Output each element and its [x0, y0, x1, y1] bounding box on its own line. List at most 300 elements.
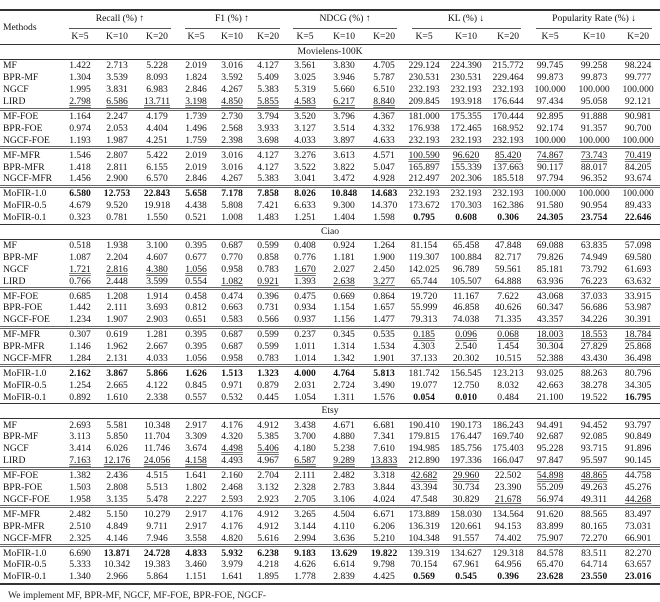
- table-cell: [62, 251, 98, 263]
- metric-value: 6.587: [294, 455, 316, 467]
- table-cell: [528, 275, 572, 288]
- metric-value: 96.352: [580, 173, 608, 185]
- metric-value: 33.915: [624, 290, 652, 302]
- table-cell: [404, 353, 444, 366]
- metric-value: 4.912: [257, 508, 279, 520]
- metric-value: 3.613: [333, 149, 355, 161]
- table-cell: [364, 148, 404, 161]
- table-cell: [444, 148, 488, 161]
- metric-value: 1.314: [333, 341, 355, 353]
- table-cell: [404, 60, 444, 72]
- table-cell: [178, 391, 214, 403]
- method-name: MoFIR-1.0: [0, 186, 62, 199]
- metric-value: 30.734: [452, 482, 480, 494]
- table-cell: [572, 379, 616, 391]
- metric-value: 97.434: [536, 96, 564, 108]
- table-cell: [62, 275, 98, 288]
- table-cell: [178, 263, 214, 275]
- metric-value: 1.418: [69, 161, 91, 173]
- metric-value: 232.193: [408, 134, 440, 146]
- metric-value: 99.745: [536, 60, 564, 72]
- table-cell: [488, 148, 528, 161]
- table-cell: [404, 494, 444, 507]
- metric-value: 4.425: [373, 571, 395, 583]
- table-cell: [616, 419, 660, 431]
- table-cell: [444, 455, 488, 468]
- table-cell: [250, 341, 286, 353]
- table-cell: [98, 314, 136, 327]
- metric-value: 4.176: [221, 419, 243, 431]
- table-cell: [364, 379, 404, 391]
- k-header-row: [0, 29, 660, 45]
- table-cell: [62, 109, 98, 122]
- metric-value: 100.000: [622, 134, 654, 146]
- table-cell: [136, 327, 178, 340]
- metric-value: 2.846: [185, 173, 207, 185]
- table-cell: [528, 72, 572, 84]
- metric-value: 5.616: [257, 532, 279, 544]
- table-cell: [178, 532, 214, 545]
- table-cell: [528, 559, 572, 571]
- metric-value: 2.917: [185, 520, 207, 532]
- metric-value: 7.946: [146, 532, 168, 544]
- table-cell: [98, 353, 136, 366]
- table-cell: [178, 302, 214, 314]
- metric-value: 1.056: [185, 353, 207, 365]
- metric-value: 229.124: [408, 60, 440, 72]
- table-cell: [178, 341, 214, 353]
- metric-value: 2.053: [106, 122, 128, 134]
- table-cell: [528, 186, 572, 199]
- metric-value: 37.133: [410, 353, 438, 365]
- metric-value: 2.338: [146, 391, 168, 403]
- table-cell: [616, 571, 660, 584]
- table-cell: [404, 173, 444, 186]
- table-cell: [214, 571, 250, 584]
- metric-value: 185.756: [450, 443, 482, 455]
- table-cell: [488, 84, 528, 96]
- table-cell: [136, 239, 178, 251]
- metric-value: 5.385: [257, 431, 279, 443]
- table-cell: [488, 60, 528, 72]
- metric-value: 1.251: [294, 212, 316, 224]
- table-cell: [324, 122, 364, 134]
- metric-value: 119.307: [408, 251, 440, 263]
- metric-value: 2.247: [106, 111, 128, 122]
- table-row: [0, 96, 660, 109]
- table-cell: [136, 494, 178, 507]
- metric-value: 0.921: [257, 275, 279, 287]
- metric-value: 10.348: [143, 419, 171, 431]
- metric-value: 0.619: [106, 329, 128, 341]
- metric-value: 9.289: [333, 455, 355, 467]
- table-cell: [444, 507, 488, 520]
- table-cell: [444, 109, 488, 122]
- table-cell: [136, 532, 178, 545]
- metric-value: 1.987: [106, 134, 128, 146]
- table-row: [0, 60, 660, 72]
- table-cell: [572, 366, 616, 379]
- table-cell: [404, 122, 444, 134]
- table-cell: [324, 546, 364, 559]
- metric-value: 165.897: [408, 161, 440, 173]
- table-cell: [286, 314, 324, 327]
- table-row: [0, 443, 660, 455]
- table-cell: [404, 546, 444, 559]
- metric-value: 4.493: [221, 455, 243, 467]
- metric-value: 0.445: [257, 391, 279, 403]
- metric-value: 4.833: [185, 547, 207, 559]
- metric-value: 0.010: [455, 391, 477, 403]
- table-cell: [444, 391, 488, 403]
- table-cell: [136, 212, 178, 224]
- metric-value: 3.460: [185, 559, 207, 571]
- metric-value: 0.892: [69, 391, 91, 403]
- metric-value: 91.357: [580, 122, 608, 134]
- table-cell: [528, 200, 572, 212]
- metric-value: 2.811: [106, 161, 128, 173]
- metric-value: 4.024: [373, 493, 395, 505]
- metric-value: 4.146: [106, 532, 128, 544]
- metric-value: 3.016: [221, 149, 243, 161]
- metric-value: 6.580: [69, 188, 91, 200]
- metric-value: 10.279: [143, 508, 171, 520]
- metric-value: 3.041: [294, 173, 316, 185]
- metric-value: 1.901: [373, 353, 395, 365]
- metric-value: 9.300: [333, 200, 355, 212]
- table-cell: [98, 571, 136, 584]
- metric-value: 12.753: [103, 188, 131, 200]
- metric-value: 4.380: [146, 263, 168, 275]
- table-cell: [250, 60, 286, 72]
- metric-value: 139.319: [408, 547, 440, 559]
- metric-value: 80.165: [580, 520, 608, 532]
- metric-value: 2.031: [294, 379, 316, 391]
- metric-value: 82.270: [624, 547, 652, 559]
- table-cell: [98, 109, 136, 122]
- table-row: [0, 186, 660, 199]
- metric-value: 18.003: [536, 329, 564, 341]
- table-cell: [286, 546, 324, 559]
- metric-value: 4.764: [333, 367, 355, 379]
- metric-value: 4.267: [221, 84, 243, 96]
- table-cell: [324, 559, 364, 571]
- metric-value: 3.933: [257, 122, 279, 134]
- table-cell: [404, 419, 444, 431]
- table-cell: [136, 391, 178, 403]
- metric-value: 60.347: [536, 302, 564, 314]
- table-cell: [286, 571, 324, 584]
- method-name: NGCF: [3, 84, 29, 96]
- metric-value: 1.164: [69, 111, 91, 122]
- metric-value: 10.848: [330, 188, 358, 200]
- table-cell: [178, 468, 214, 481]
- metric-value: 72.270: [580, 532, 608, 544]
- table-cell: [444, 559, 488, 571]
- table-cell: [444, 494, 488, 507]
- method-name: BPR-FOE: [3, 122, 43, 134]
- table-cell: [364, 419, 404, 431]
- metric-value: 3.113: [69, 431, 91, 443]
- metric-value: 4.033: [294, 134, 316, 146]
- metric-value: 91.557: [452, 532, 480, 544]
- table-cell: [528, 520, 572, 532]
- table-cell: [136, 109, 178, 122]
- metric-value: 0.185: [413, 329, 435, 341]
- metric-value: 5.813: [373, 367, 395, 379]
- metric-value: 4.404: [146, 122, 168, 134]
- table-cell: [286, 494, 324, 507]
- metric-value: 0.583: [221, 314, 243, 326]
- metric-value: 194.985: [408, 443, 440, 455]
- metric-value: 5.866: [146, 367, 168, 379]
- metric-value: 63.835: [580, 240, 608, 252]
- metric-value: 0.566: [257, 314, 279, 326]
- table-row: [0, 327, 660, 340]
- metric-value: 6.238: [257, 547, 279, 559]
- metric-value: 9.711: [146, 520, 168, 532]
- metric-value: 19.822: [370, 547, 398, 559]
- metric-value: 1.422: [69, 60, 91, 72]
- metric-value: 76.223: [580, 275, 608, 287]
- metric-value: 2.816: [106, 263, 128, 275]
- metric-value: 170.303: [450, 200, 482, 212]
- metric-value: 169.740: [492, 431, 524, 443]
- metric-value: 65.744: [410, 275, 438, 287]
- table-cell: [286, 122, 324, 134]
- metric-value: 49.263: [580, 482, 608, 494]
- table-cell: [616, 186, 660, 199]
- table-cell: [214, 419, 250, 431]
- metric-value: 2.468: [221, 482, 243, 494]
- table-cell: [178, 482, 214, 494]
- metric-value: 6.633: [294, 200, 316, 212]
- k-header: K=20: [257, 31, 279, 42]
- metric-value: 11.746: [143, 443, 171, 455]
- metric-value: 1.154: [333, 302, 355, 314]
- table-row: [0, 419, 660, 431]
- metric-value: 43.357: [536, 314, 564, 326]
- table-cell: [250, 431, 286, 443]
- metric-value: 70.154: [410, 559, 438, 571]
- metric-value: 0.812: [185, 302, 207, 314]
- table-row: [0, 84, 660, 96]
- table-cell: [528, 507, 572, 520]
- table-cell: [214, 431, 250, 443]
- table-cell: [214, 482, 250, 494]
- metric-value: 3.514: [333, 122, 355, 134]
- table-cell: [136, 200, 178, 212]
- metric-value: 1.598: [373, 212, 395, 224]
- table-cell: [444, 275, 488, 288]
- metric-value: 1.641: [221, 571, 243, 583]
- table-cell: [214, 122, 250, 134]
- metric-value: 97.794: [536, 173, 564, 185]
- metric-value: 1.907: [106, 314, 128, 326]
- table-cell: [178, 134, 214, 147]
- methods-header: Methods: [3, 21, 37, 33]
- table-cell: [98, 379, 136, 391]
- metric-value: 0.934: [294, 302, 316, 314]
- table-cell: [286, 72, 324, 84]
- metric-value: 193.918: [450, 96, 482, 108]
- table-cell: [250, 109, 286, 122]
- table-cell: [444, 366, 488, 379]
- metric-value: 22.843: [143, 188, 171, 200]
- metric-value: 0.776: [294, 251, 316, 263]
- table-cell: [324, 327, 364, 340]
- metric-value: 3.830: [333, 60, 355, 72]
- metric-value: 23.628: [536, 571, 564, 583]
- table-cell: [214, 263, 250, 275]
- table-cell: [528, 532, 572, 545]
- metric-value: 1.146: [69, 341, 91, 353]
- metric-value: 1.914: [146, 290, 168, 302]
- metric-value: 82.717: [494, 251, 522, 263]
- metric-value: 79.826: [536, 251, 564, 263]
- method-name: MoFIR-0.5: [3, 200, 47, 212]
- table-cell: [444, 353, 488, 366]
- table-cell: [572, 468, 616, 481]
- table-cell: [98, 391, 136, 403]
- metric-value: 0.554: [185, 275, 207, 287]
- metric-value: 5.513: [146, 482, 168, 494]
- table-cell: [250, 379, 286, 391]
- table-cell: [286, 559, 324, 571]
- table-cell: [488, 200, 528, 212]
- metric-value: 65.470: [536, 559, 564, 571]
- table-cell: [178, 379, 214, 391]
- metric-value: 1.056: [185, 263, 207, 275]
- metric-value: 0.731: [257, 302, 279, 314]
- method-name: BPR-FOE: [3, 302, 43, 314]
- table-cell: [136, 379, 178, 391]
- metric-value: 4.158: [185, 455, 207, 467]
- metric-value: 0.669: [333, 290, 355, 302]
- metric-value: 2.713: [106, 60, 128, 72]
- metric-value: 22.646: [624, 212, 652, 224]
- metric-value: 3.265: [294, 508, 316, 520]
- dataset-label-row: [0, 224, 660, 239]
- table-cell: [404, 559, 444, 571]
- table-cell: [488, 482, 528, 494]
- metric-value: 2.638: [333, 275, 355, 287]
- table-cell: [136, 482, 178, 494]
- metric-value: 0.518: [69, 240, 91, 252]
- table-cell: [572, 289, 616, 302]
- metric-value: 34.305: [624, 379, 652, 391]
- metric-value: 5.406: [257, 443, 279, 455]
- table-cell: [324, 314, 364, 327]
- table-cell: [214, 455, 250, 468]
- metric-value: 2.019: [185, 161, 207, 173]
- table-cell: [250, 173, 286, 186]
- metric-value: 2.328: [294, 482, 316, 494]
- table-cell: [214, 532, 250, 545]
- table-cell: [404, 468, 444, 481]
- table-cell: [214, 84, 250, 96]
- metric-value: 3.592: [221, 72, 243, 84]
- metric-value: 142.025: [408, 263, 440, 275]
- table-cell: [98, 532, 136, 545]
- table-cell: [286, 443, 324, 455]
- table-cell: [616, 379, 660, 391]
- table-cell: [404, 327, 444, 340]
- table-cell: [364, 96, 404, 109]
- table-cell: [250, 148, 286, 161]
- metric-value: 170.444: [492, 111, 524, 122]
- table-cell: [62, 468, 98, 481]
- metric-value: 40.626: [494, 302, 522, 314]
- table-cell: [250, 455, 286, 468]
- metric-value: 93.715: [580, 443, 608, 455]
- metric-value: 92.121: [624, 96, 652, 108]
- table-cell: [444, 239, 488, 251]
- table-cell: [404, 520, 444, 532]
- table-cell: [364, 84, 404, 96]
- table-cell: [572, 494, 616, 507]
- table-cell: [488, 122, 528, 134]
- metric-value: 1.011: [294, 341, 316, 353]
- dataset-section: [0, 45, 660, 225]
- table-cell: [214, 289, 250, 302]
- metric-value: 25.868: [624, 341, 652, 353]
- table-row: [0, 161, 660, 173]
- table-cell: [528, 60, 572, 72]
- metric-value: 3.636: [333, 532, 355, 544]
- metric-value: 6.570: [146, 173, 168, 185]
- metric-value: 5.478: [146, 493, 168, 505]
- table-cell: [364, 482, 404, 494]
- table-cell: [572, 122, 616, 134]
- metric-value: 0.677: [185, 251, 207, 263]
- metric-value: 0.569: [413, 571, 435, 583]
- table-cell: [98, 84, 136, 96]
- metric-value: 1.962: [106, 341, 128, 353]
- metric-value: 197.336: [450, 455, 482, 467]
- metric-value: 69.088: [536, 240, 564, 252]
- metric-value: 6.586: [106, 96, 128, 108]
- method-name: MF: [3, 60, 17, 72]
- metric-value: 90.145: [624, 455, 652, 467]
- table-cell: [404, 507, 444, 520]
- table-cell: [178, 109, 214, 122]
- metric-value: 95.597: [580, 455, 608, 467]
- method-name: MF-MFR: [0, 148, 62, 161]
- table-cell: [324, 419, 364, 431]
- metric-value: 88.565: [580, 508, 608, 520]
- metric-value: 4.912: [257, 520, 279, 532]
- table-cell: [286, 341, 324, 353]
- table-row: [0, 353, 660, 366]
- metric-value: 2.783: [333, 482, 355, 494]
- metric-value: 47.848: [494, 240, 522, 252]
- table-cell: [214, 443, 250, 455]
- table-cell: [404, 84, 444, 96]
- table-cell: [616, 289, 660, 302]
- table-cell: [404, 148, 444, 161]
- metric-value: 91.896: [624, 443, 652, 455]
- table-cell: [404, 571, 444, 584]
- table-cell: [62, 507, 98, 520]
- results-table-container: [0, 9, 654, 602]
- table-cell: [250, 96, 286, 109]
- table-cell: [404, 275, 444, 288]
- table-cell: [62, 559, 98, 571]
- table-row: [0, 455, 660, 468]
- table-row: [0, 366, 660, 379]
- metric-value: 181.000: [408, 111, 440, 122]
